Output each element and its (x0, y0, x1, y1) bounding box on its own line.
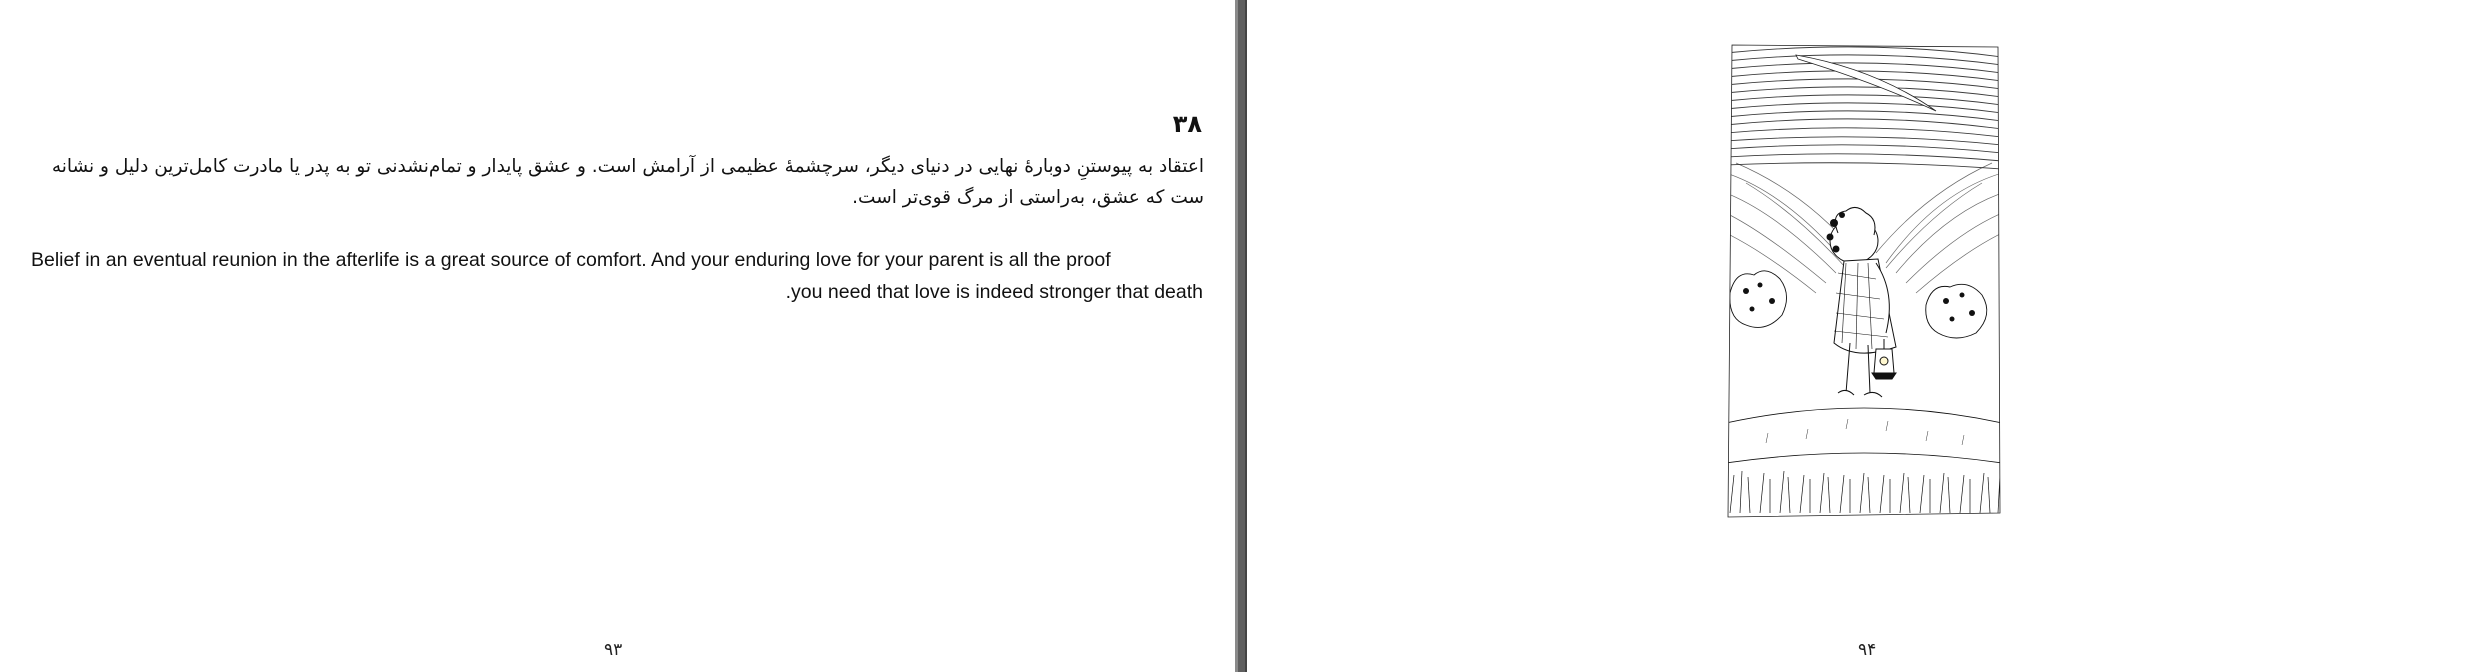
page-number-left: ۹۳ (604, 640, 623, 660)
left-page (0, 0, 1235, 672)
english-line-1: Belief in an eventual reunion in the afterlife is a great source of comfort. And your enduring love for your parent is all the proof (31, 249, 1111, 271)
persian-line-2: ست که عشق، به‌راستی از مرگ قوی‌تر است. (852, 187, 1204, 208)
entry-number: ۳۸ (1172, 110, 1202, 138)
gutter-edge (1235, 0, 1238, 672)
page-number-right: ۹۴ (1858, 640, 1877, 660)
right-page (1247, 0, 2482, 672)
book-gutter (1235, 0, 1247, 672)
child-with-lantern-illustration (1726, 43, 2002, 521)
persian-paragraph (14, 151, 1204, 213)
english-paragraph (31, 244, 1203, 308)
persian-line-1: اعتقاد به پیوستنِ دوبارهٔ نهایی در دنیای دیگر، سرچشمهٔ عظیمی از آرامش است. و عشق پایدار و تمام‌نشدنی تو به پدر یا مادرت کامل‌ترین دلیل و نشانه (51, 156, 1204, 177)
english-line-2: .you need that love is indeed stronger that death (785, 281, 1203, 303)
